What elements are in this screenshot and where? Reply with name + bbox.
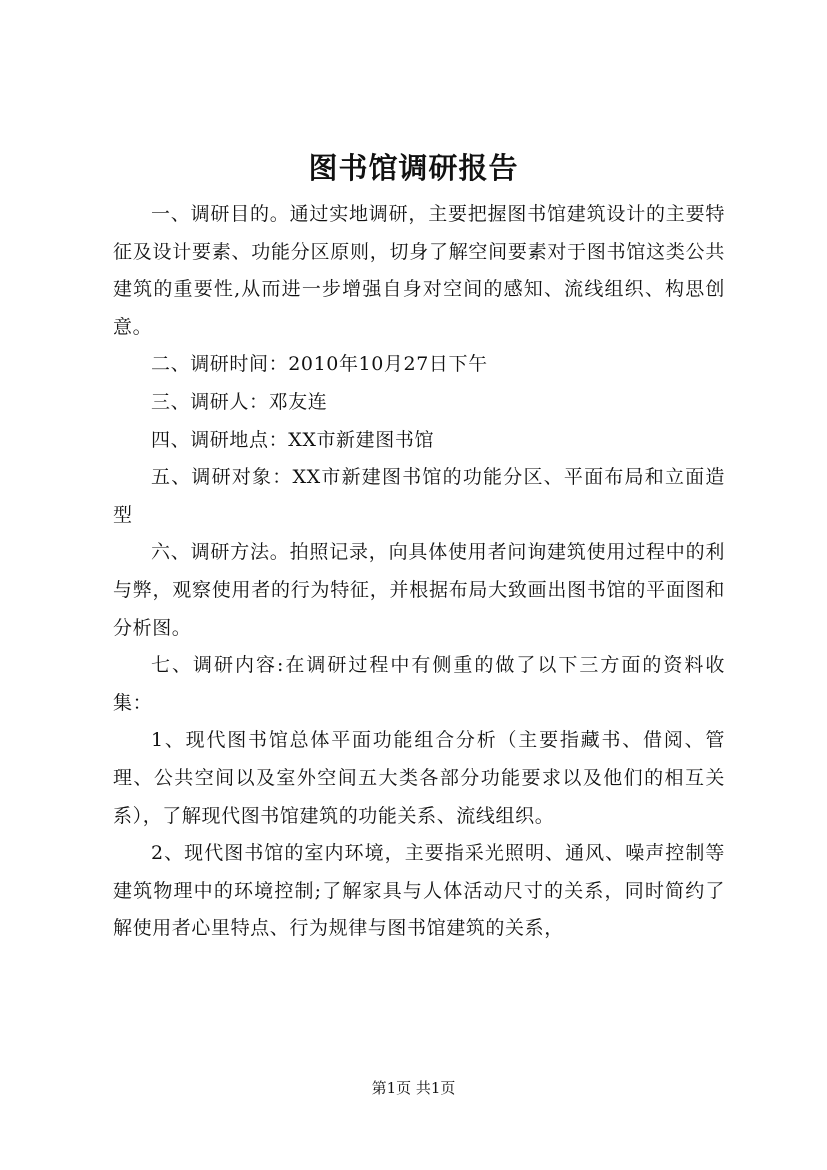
paragraph-location: 四、调研地点：XX市新建图书馆	[151, 428, 435, 451]
document-body	[113, 196, 725, 948]
paragraph-researcher: 三、调研人：邓友连	[151, 390, 328, 413]
paragraph-time: 二、调研时间：2010年10月27日下午	[151, 353, 488, 376]
paragraph-method: 六、调研方法。拍照记录，向具体使用者问询建筑使用过程中的利与弊，观察使用者的行为特征，并根据布局大致画出图书馆的平面图和分析图。	[113, 541, 725, 639]
paragraph-item-1: 1、现代图书馆总体平面功能组合分析（主要指藏书、借阅、管理、公共空间以及室外空间五大类各部分功能要求以及他们的相互关系），了解现代图书馆建筑的功能关系、流线组织。	[113, 729, 725, 827]
paragraph-object: 五、调研对象：XX市新建图书馆的功能分区、平面布局和立面造型	[113, 466, 725, 526]
paragraph-purpose: 一、调研目的。通过实地调研，主要把握图书馆建筑设计的主要特征及设计要素、功能分区原则，切身了解空间要素对于图书馆这类公共建筑的重要性,从而进一步增强自身对空间的感知、流线组织、构思创意。	[113, 203, 725, 338]
document-title: 图书馆调研报告	[308, 151, 519, 185]
paragraph-content: 七、调研内容:在调研过程中有侧重的做了以下三方面的资料收集：	[113, 654, 725, 714]
page-number-footer: 第1页 共1页	[371, 1079, 456, 1097]
paragraph-item-2: 2、现代图书馆的室内环境，主要指采光照明、通风、噪声控制等建筑物理中的环境控制;了解家具与人体活动尺寸的关系，同时简约了解使用者心里特点、行为规律与图书馆建筑的关系，	[113, 842, 725, 940]
